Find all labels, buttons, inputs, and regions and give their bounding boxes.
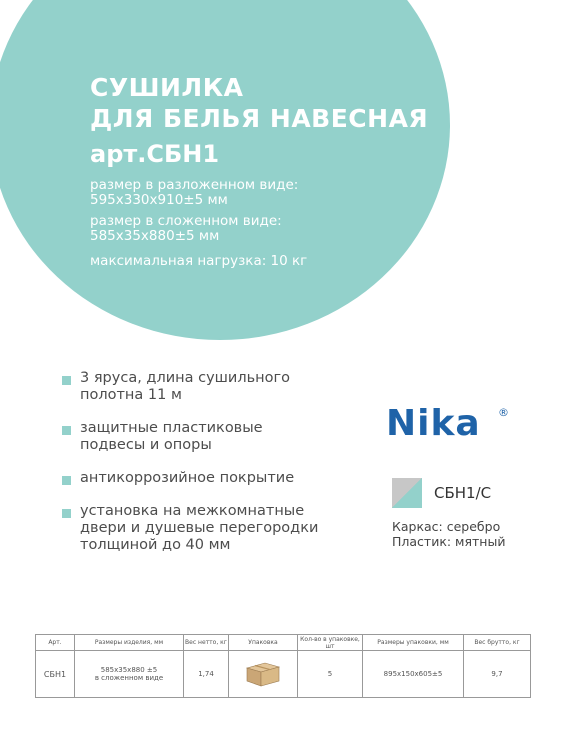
product-title-line2: ДЛЯ БЕЛЬЯ НАВЕСНАЯ	[90, 104, 429, 133]
col-package: Упаковка	[229, 635, 298, 651]
feature-item	[62, 370, 352, 404]
feature-item	[62, 503, 352, 554]
bullet-square-icon	[62, 476, 71, 485]
unfolded-size-label: размер в разложенном виде:	[90, 177, 299, 193]
folded-size-value: 585x35x880±5 мм	[90, 228, 220, 244]
material-info	[392, 519, 505, 549]
col-gross-weight: Вес брутто, кг	[464, 635, 531, 651]
unfolded-size-value: 595x330x910±5 мм	[90, 192, 228, 208]
spec-table	[35, 634, 531, 698]
cell-art: СБН1	[36, 651, 75, 698]
feature-item	[62, 420, 352, 454]
feature-text: установка на межкомнатные двери и душевые перегородки толщиной до 40 мм	[80, 503, 319, 553]
cell-product-size-line1: 585x35x880 ±5	[100, 666, 158, 674]
col-art: Арт.	[36, 635, 75, 651]
bullet-square-icon	[62, 426, 71, 435]
plastic-color: Пластик: мятный	[392, 534, 506, 549]
nika-logo: Nika	[386, 403, 481, 444]
cell-gross-weight: 9,7	[464, 651, 531, 698]
variant-code: СБН1/С	[434, 484, 492, 502]
col-qty: Кол-во в упаковке, шт	[298, 635, 363, 651]
feature-text: защитные пластиковые подвесы и опоры	[80, 420, 263, 453]
col-product-size: Размеры изделия, мм	[75, 635, 184, 651]
cell-qty: 5	[298, 651, 363, 698]
table-row	[36, 651, 531, 698]
cell-product-size	[75, 651, 184, 698]
unfolded-size	[90, 178, 428, 208]
max-load: максимальная нагрузка: 10 кг	[90, 253, 308, 269]
frame-color: Каркас: серебро	[392, 519, 501, 534]
feature-list	[62, 370, 352, 570]
cardboard-box-icon	[243, 658, 283, 688]
feature-text: антикоррозийное покрытие	[80, 470, 295, 486]
cell-package-size: 895x150x605±5	[363, 651, 464, 698]
folded-size	[90, 214, 428, 244]
cell-package	[229, 651, 298, 698]
registered-mark: ®	[498, 406, 509, 419]
col-net-weight: Вес нетто, кг	[184, 635, 229, 651]
color-swatch-icon	[392, 478, 422, 508]
product-article: арт.СБН1	[90, 140, 220, 168]
variant-row	[392, 478, 491, 508]
folded-size-label: размер в сложенном виде:	[90, 213, 282, 229]
feature-item	[62, 470, 352, 487]
col-package-size: Размеры упаковки, мм	[363, 635, 464, 651]
product-title-line1: СУШИЛКА	[90, 73, 244, 102]
hero-block	[90, 72, 428, 269]
cell-product-size-line2: в сложенном виде	[94, 674, 164, 682]
cell-net-weight: 1,74	[184, 651, 229, 698]
bullet-square-icon	[62, 509, 71, 518]
feature-text: 3 яруса, длина сушильного полотна 11 м	[80, 370, 291, 403]
table-header-row	[36, 635, 531, 651]
bullet-square-icon	[62, 376, 71, 385]
